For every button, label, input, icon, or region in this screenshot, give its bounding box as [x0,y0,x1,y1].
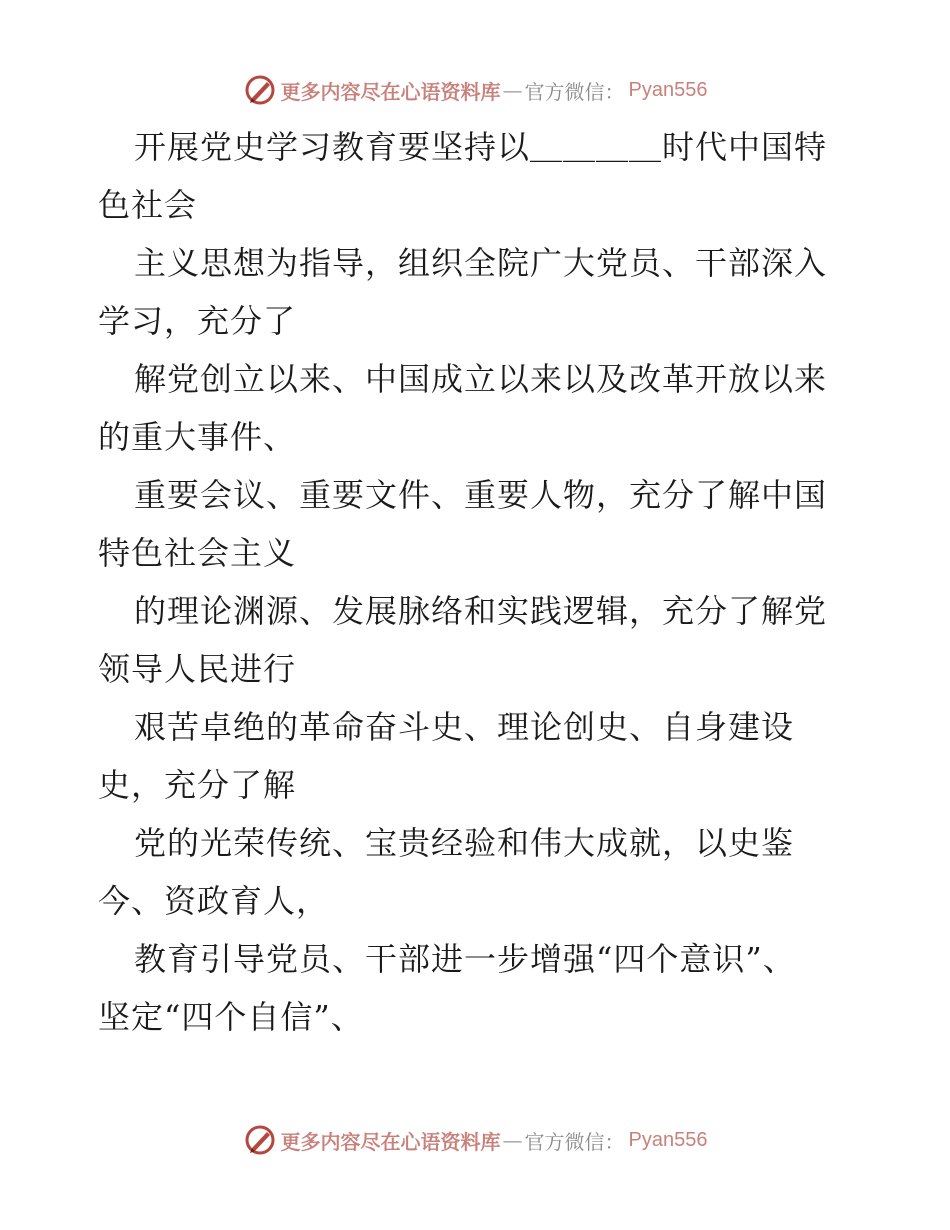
text-line: 艰苦卓绝的革命奋斗史、理论创史、自身建设 [134,708,795,746]
watermark-sub-text: 官方微信： [524,79,625,104]
text-line: 开展党史学习教育要坚持以＿＿＿＿时代中国特 [134,128,828,166]
text-line: 领导人民进行 [98,650,297,688]
watermark-main-text: 更多内容尽在心语资料库 [280,1129,501,1154]
text-line: 解党创立以来、中国成立以来以及改革开放以来 [134,360,828,398]
watermark-wechat-id: Pyan556 [628,78,708,101]
pen-logo-icon [243,73,277,107]
text-line: 主义思想为指导，组织全院广大党员、干部深入 [134,244,828,282]
header-watermark [0,70,950,110]
text-line: 教育引导党员、干部进一步增强“四个意识”、 [134,940,796,978]
text-line: 学习，充分了 [98,302,297,340]
pen-logo-icon [243,1123,277,1157]
watermark-wechat-id: Pyan556 [628,1128,708,1151]
text-line: 重要会议、重要文件、重要人物，充分了解中国 [134,476,828,514]
text-line: 色社会 [98,186,198,224]
text-line: 史，充分了解 [98,766,297,804]
watermark-sub-text: 官方微信： [524,1129,625,1154]
watermark-main-text: 更多内容尽在心语资料库 [280,79,501,104]
text-line: 的理论渊源、发展脉络和实践逻辑，充分了解党 [134,592,828,630]
text-line: 的重大事件、 [98,418,297,456]
watermark-dash: — [502,78,523,102]
text-line: 党的光荣传统、宝贵经验和伟大成就，以史鉴 [134,824,795,862]
footer-watermark [0,1120,950,1160]
watermark-dash: — [502,1128,523,1152]
text-line: 坚定“四个自信”、 [98,998,364,1036]
text-line: 特色社会主义 [98,534,297,572]
document-body [98,118,858,1046]
text-line: 今、资政育人， [98,882,330,920]
